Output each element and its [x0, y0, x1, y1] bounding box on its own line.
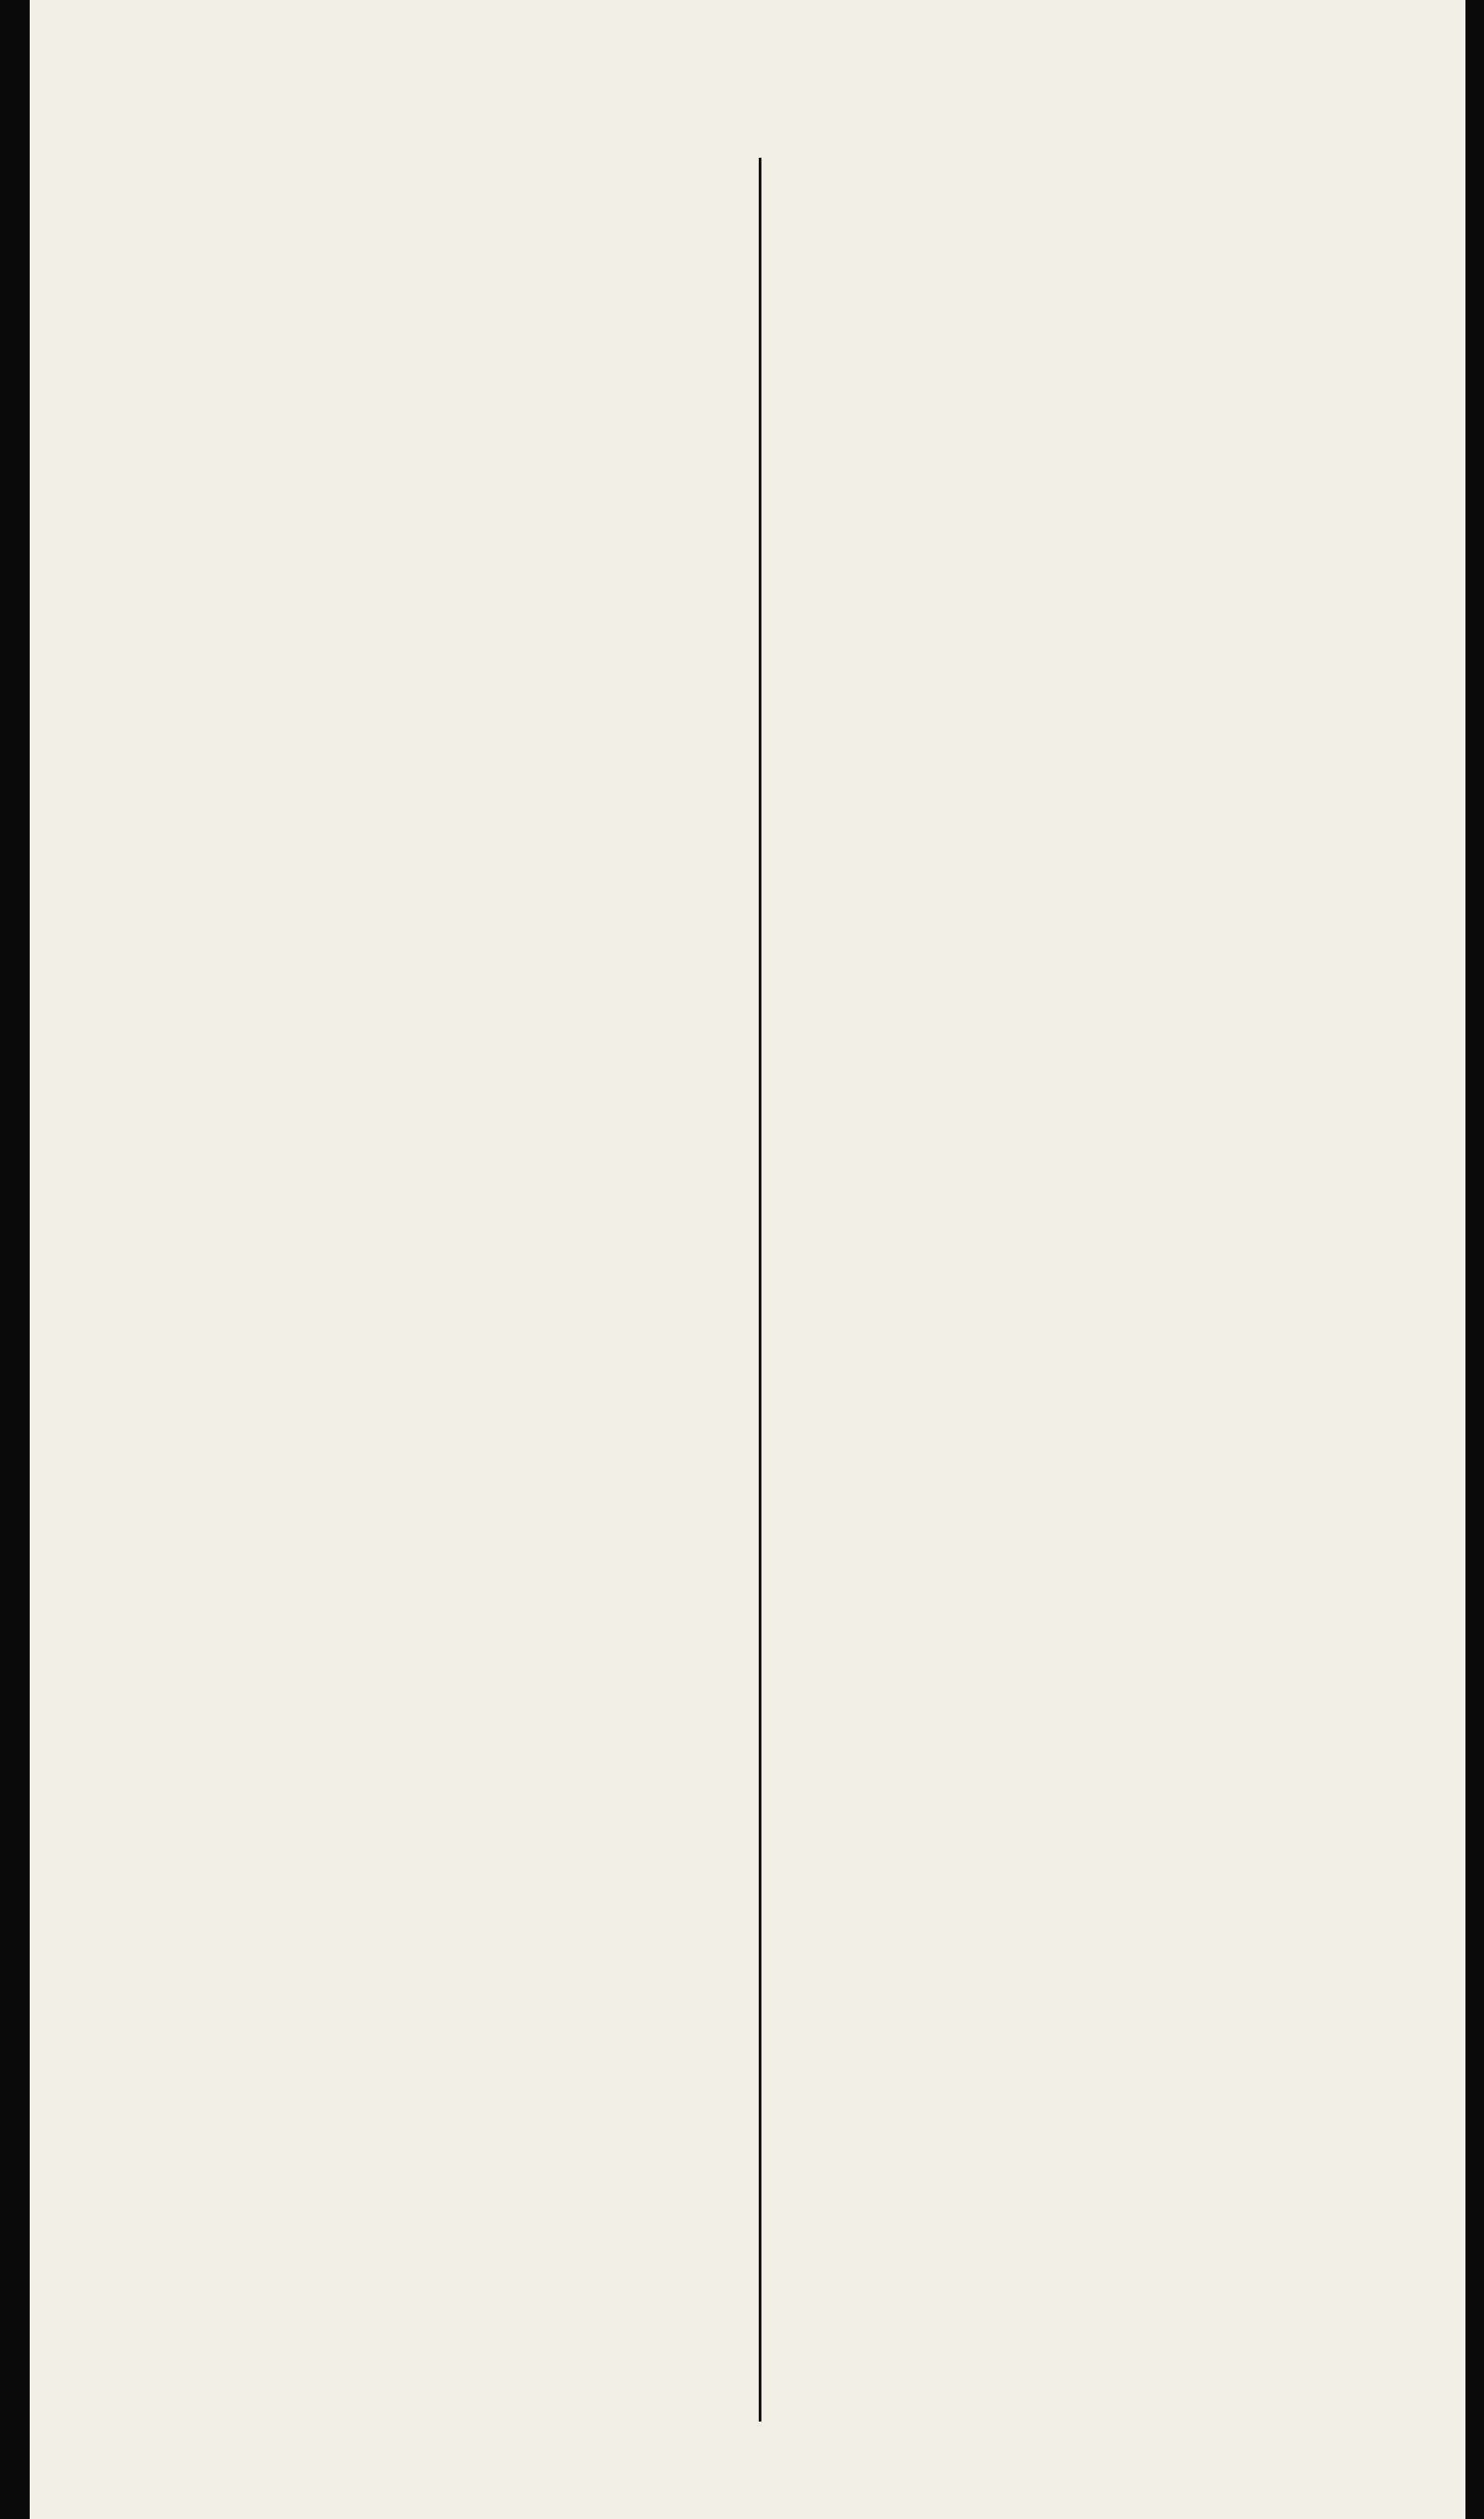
directory-page	[30, 0, 1465, 2519]
column-divider	[759, 158, 761, 2422]
